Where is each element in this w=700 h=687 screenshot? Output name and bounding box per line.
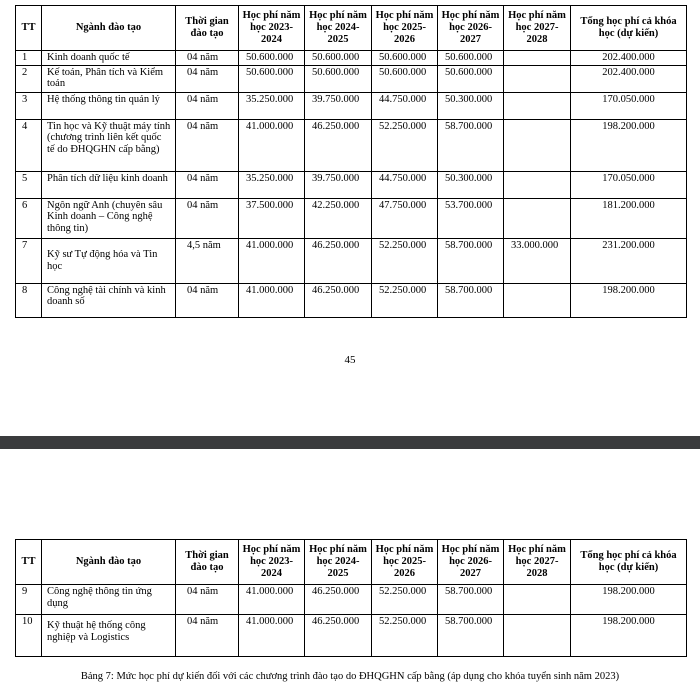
cell-duration: 04 năm [176,198,239,238]
cell-fee: 41.000.000 [239,615,305,657]
cell-fee: 50.600.000 [305,51,372,66]
cell-total: 170.050.000 [571,171,687,198]
cell-fee: 50.600.000 [305,65,372,92]
cell-fee: 47.750.000 [372,198,438,238]
cell-fee [504,198,571,238]
cell-duration: 04 năm [176,65,239,92]
header-program: Ngành đào tạo [42,6,176,51]
cell-fee: 58.700.000 [438,238,504,283]
cell-fee: 52.250.000 [372,119,438,171]
cell-fee: 44.750.000 [372,92,438,119]
cell-tt: 7 [16,238,42,283]
header-fee-2024-2025: Học phí năm học 2024-2025 [305,540,372,585]
header-duration: Thời gian đào tạo [176,540,239,585]
cell-total: 231.200.000 [571,238,687,283]
header-fee-2024-2025: Học phí năm học 2024-2025 [305,6,372,51]
cell-fee: 58.700.000 [438,119,504,171]
cell-fee: 50.600.000 [239,51,305,66]
cell-program: Hệ thống thông tin quản lý [42,92,176,119]
cell-total: 202.400.000 [571,51,687,66]
cell-fee: 50.600.000 [438,65,504,92]
cell-fee: 41.000.000 [239,238,305,283]
cell-fee: 46.250.000 [305,238,372,283]
table-row [16,615,687,657]
cell-duration: 04 năm [176,585,239,615]
cell-fee: 46.250.000 [305,119,372,171]
header-fee-2027-2028: Học phí năm học 2027-2028 [504,540,571,585]
cell-fee: 52.250.000 [372,238,438,283]
header-fee-2025-2026: Học phí năm học 2025-2026 [372,540,438,585]
cell-tt: 2 [16,65,42,92]
table-row [16,585,687,615]
cell-fee: 58.700.000 [438,283,504,317]
cell-tt: 5 [16,171,42,198]
cell-fee [504,585,571,615]
cell-fee: 44.750.000 [372,171,438,198]
page-number: 45 [344,354,356,366]
cell-fee: 50.600.000 [372,51,438,66]
tuition-fee-table-part-2 [15,539,687,657]
cell-fee: 58.700.000 [438,585,504,615]
header-total: Tổng học phí cả khóa học (dự kiến) [571,540,687,585]
cell-program: Công nghệ tài chính và kinh doanh số [42,283,176,317]
table-header-row [16,6,687,51]
cell-fee [504,283,571,317]
cell-tt: 4 [16,119,42,171]
cell-fee: 52.250.000 [372,283,438,317]
tuition-fee-table-part-1 [15,5,687,318]
cell-fee [504,119,571,171]
cell-duration: 04 năm [176,615,239,657]
table-row [16,171,687,198]
header-duration: Thời gian đào tạo [176,6,239,51]
cell-program: Kinh doanh quốc tế [42,51,176,66]
cell-fee: 35.250.000 [239,171,305,198]
header-fee-2026-2027: Học phí năm học 2026-2027 [438,6,504,51]
cell-tt: 1 [16,51,42,66]
cell-program: Kỹ thuật hệ thống công nghiệp và Logistics [42,615,176,657]
cell-fee: 35.250.000 [239,92,305,119]
cell-duration: 04 năm [176,283,239,317]
cell-fee [504,171,571,198]
cell-duration: 4,5 năm [176,238,239,283]
cell-total: 198.200.000 [571,283,687,317]
cell-fee: 50.300.000 [438,92,504,119]
cell-fee: 46.250.000 [305,615,372,657]
cell-fee: 52.250.000 [372,585,438,615]
cell-tt: 3 [16,92,42,119]
cell-program: Công nghệ thông tin ứng dụng [42,585,176,615]
cell-fee: 53.700.000 [438,198,504,238]
table-row [16,119,687,171]
cell-program: Ngôn ngữ Anh (chuyên sâu Kinh doanh – Công nghệ thông tin) [42,198,176,238]
page-separator [0,436,700,449]
cell-fee: 33.000.000 [504,238,571,283]
cell-fee [504,92,571,119]
table-row [16,65,687,92]
header-program: Ngành đào tạo [42,540,176,585]
cell-fee: 41.000.000 [239,585,305,615]
table-header-row [16,540,687,585]
cell-total: 181.200.000 [571,198,687,238]
cell-total: 198.200.000 [571,615,687,657]
cell-fee: 52.250.000 [372,615,438,657]
cell-total: 198.200.000 [571,585,687,615]
table-row [16,198,687,238]
cell-duration: 04 năm [176,171,239,198]
cell-fee: 42.250.000 [305,198,372,238]
cell-fee: 39.750.000 [305,92,372,119]
table-row [16,238,687,283]
cell-duration: 04 năm [176,92,239,119]
header-fee-2026-2027: Học phí năm học 2026-2027 [438,540,504,585]
header-tt: TT [16,540,42,585]
cell-fee: 39.750.000 [305,171,372,198]
header-fee-2025-2026: Học phí năm học 2025-2026 [372,6,438,51]
cell-program: Tin học và Kỹ thuật máy tính (chương trình liên kết quốc tế do ĐHQGHN cấp bằng) [42,119,176,171]
cell-tt: 6 [16,198,42,238]
cell-tt: 10 [16,615,42,657]
cell-total: 202.400.000 [571,65,687,92]
cell-fee [504,615,571,657]
document-page-bottom [0,449,700,687]
cell-program: Kỹ sư Tự động hóa và Tin học [42,238,176,283]
table-caption: Bảng 7: Mức học phí dự kiến đối với các chương trình đào tạo do ĐHQGHN cấp bằng (áp dụng cho khóa tuyển sinh năm 2023) [80,671,620,682]
header-total: Tổng học phí cả khóa học (dự kiến) [571,6,687,51]
cell-total: 198.200.000 [571,119,687,171]
cell-fee: 46.250.000 [305,283,372,317]
cell-tt: 9 [16,585,42,615]
cell-fee: 50.600.000 [372,65,438,92]
header-fee-2023-2024: Học phí năm học 2023-2024 [239,540,305,585]
cell-fee [504,51,571,66]
cell-fee: 50.300.000 [438,171,504,198]
cell-tt: 8 [16,283,42,317]
cell-duration: 04 năm [176,119,239,171]
cell-fee: 58.700.000 [438,615,504,657]
cell-fee: 41.000.000 [239,119,305,171]
table-row [16,283,687,317]
cell-total: 170.050.000 [571,92,687,119]
table-row [16,92,687,119]
table-row [16,51,687,66]
cell-fee: 37.500.000 [239,198,305,238]
cell-duration: 04 năm [176,51,239,66]
cell-program: Kế toán, Phân tích và Kiểm toán [42,65,176,92]
cell-fee: 50.600.000 [438,51,504,66]
cell-fee: 41.000.000 [239,283,305,317]
cell-fee [504,65,571,92]
cell-program: Phân tích dữ liệu kinh doanh [42,171,176,198]
cell-fee: 50.600.000 [239,65,305,92]
cell-fee: 46.250.000 [305,585,372,615]
header-tt: TT [16,6,42,51]
header-fee-2023-2024: Học phí năm học 2023-2024 [239,6,305,51]
header-fee-2027-2028: Học phí năm học 2027-2028 [504,6,571,51]
